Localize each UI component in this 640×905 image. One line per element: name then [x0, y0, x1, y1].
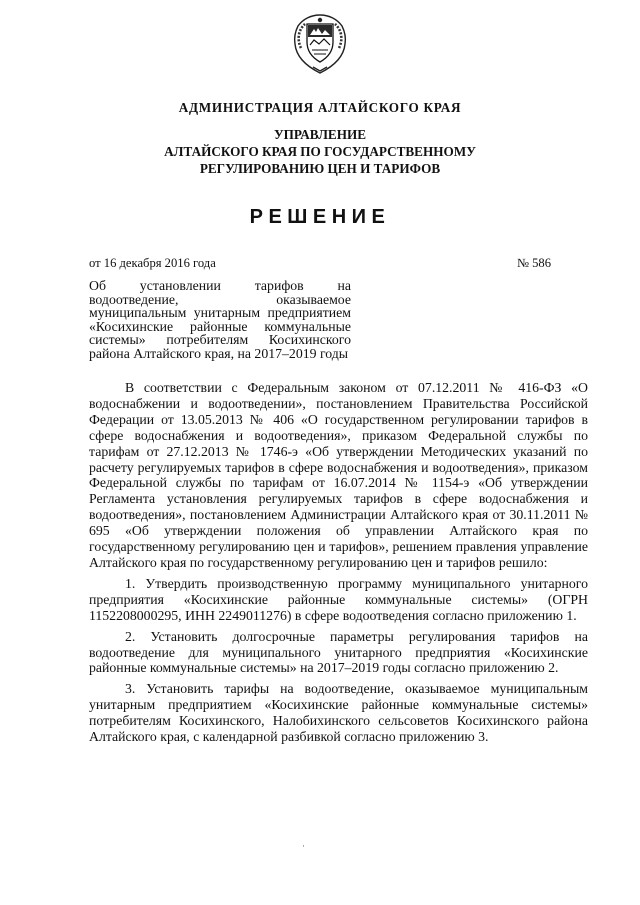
altai-coat-of-arms-emblem [289, 12, 351, 76]
department-line: УПРАВЛЕНИЕ [273, 127, 367, 142]
department-line: РЕГУЛИРОВАНИЮ ЦЕН И ТАРИФОВ [199, 161, 441, 176]
resolution-item: 2. Установить долгосрочные параметры регулирования тарифов на водоотведение для муниципального унитарного предприятия «Косихинские районные коммунальные системы» на 2017–2019 годы согласно приложению 2. [89, 628, 588, 676]
department-name [0, 126, 640, 177]
department-line: АЛТАЙСКОГО КРАЯ ПО ГОСУДАРСТВЕННОМУ [164, 144, 476, 159]
resolution-item: 1. Утвердить производственную программу муниципального унитарного предприятия «Косихинские районные коммунальные системы» (ОГРН 1152208000295, ИНН 2249011276) в сфере водоотведения согласно приложению 1. [89, 575, 588, 623]
document-date: от 16 декабря 2016 года [89, 256, 216, 270]
document-body [89, 380, 588, 745]
page-mark: · [302, 841, 305, 851]
document-number: № 586 [516, 256, 551, 270]
preamble-paragraph: В соответствии с Федеральным законом от 07.12.2011 № 416-ФЗ «О водоснабжении и водоотведении», постановлением Правительства Российской Федерации от 13.05.2013 № 406 «О государственном регулировании тарифов в сфере водоснабжения и водоотведения», приказом Федеральной службы по тарифам от 27.12.2013 № 1746-э «Об утверждении Методических указаний по расчету регулируемых тарифов в сфере водоснабжения и водоотведения», приказом Федеральной службы по тарифам от 16.07.2014 № 1154-э «Об утверждении Регламента установления регулируемых тарифов в сфере водоснабжения и водоотведения», постановлением Администрации Алтайского края от 30.11.2011 № 695 «Об утверждении положения об управлении Алтайского края по государственному регулированию цен и тарифов», решением правления управление Алтайского края по государственному регулированию цен и тарифов решило: [89, 380, 588, 570]
document-title: РЕШЕНИЕ [249, 206, 391, 228]
organization-name: АДМИНИСТРАЦИЯ АЛТАЙСКОГО КРАЯ [178, 100, 462, 115]
document-subject: Об установлении тарифов на водоотведение, оказываемое муниципальным унитарным предприятием «Косихинские районные коммунальные системы» потребителям Косихинского района Алтайского края, на 2017–2019 годы [89, 278, 351, 361]
resolution-item: 3. Установить тарифы на водоотведение, оказываемое муниципальным унитарным предприятием «Косихинские районные коммунальные системы» потребителям Косихинского, Налобихинского сельсоветов Косихинского района Алтайского края, с календарной разбивкой согласно приложению 3. [89, 681, 588, 745]
